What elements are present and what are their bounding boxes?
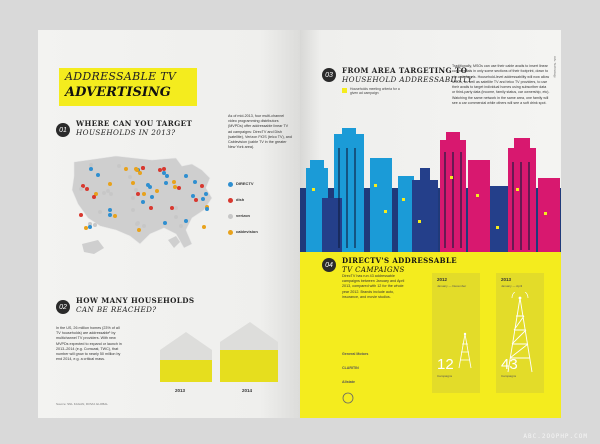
source-note: Source: SNL KAGAN, ROVIA GLOBAL [56,402,108,406]
section1-legend [38,30,300,270]
section2-body: In the US, 26 million homes (23% of all TV households) are addressable¹ by multichannel TV providers. With new MVPDs expected to expand or launch in 2013–2014 (e.g. Comcast, TWC), that number will grow to nearly 50 million by end 2014, e.g. a critical mass. [56,326,122,362]
legend-swatch [228,182,233,187]
households-house-chart [158,320,278,390]
stat-2012-unit: Campaigns [437,374,453,378]
legend-item [228,180,290,190]
legend-label: DIRECTV [236,181,254,186]
legend-swatch [228,214,233,219]
legend-label: verizon [236,213,251,218]
right-page [300,30,561,418]
legend-item [228,228,290,238]
watermark-text: ABC.2OOPHP.COM [523,433,588,440]
section3-legend-label: Households meeting criteria for a given ad campaign [350,87,400,96]
section4-title-line1: DIRECTV'S ADDRESSABLE [342,256,458,265]
section4-title-line2: TV CAMPAIGNS [342,266,405,274]
section2-number: 02 [56,300,70,314]
city-skyline-illustration [300,128,561,254]
section1-title-line1: WHERE CAN YOU TARGET [76,119,193,128]
section4-number: 04 [322,258,336,272]
section1-number: 01 [56,123,70,137]
stat-2013-value: 43 [501,356,518,373]
kicker-line2: ADVERTISING [65,85,171,100]
section1-body: As of mid-2013, four multi-channel video programming distributors (MVPDs) offer addressable linear TV ad campaigns: DirecTV and Dish (satellite), Verizon FiOS (telco TV), and Cablevision (cable TV in the greater New York area). [228,114,292,150]
small-antenna-tower-icon [455,330,475,370]
stat-2013-unit: Campaigns [501,374,517,378]
legend-label: dish [236,197,245,202]
brand-allstate: Allstate [342,380,355,384]
section4-body: DirecTV has run 43 addressable campaigns between January and April 2013, compared with 12 for the whole year 2012. Brands include auto, insurance, and movie studios. [342,274,405,299]
section2-title-line2: CAN BE REACHED? [76,305,157,314]
year-label-2014: 2014 [242,388,253,393]
left-page [38,30,300,418]
year-label-2013: 2013 [175,388,186,393]
legend-item [228,196,290,206]
legend-swatch-yellow [342,88,347,93]
section1-title-line2: HOUSEHOLDS IN 2013? [76,128,176,137]
brand-general-motors: General Motors [342,352,369,356]
brand-claritin: CLARITIN [342,366,359,370]
section3-body: Traditionally, MSOs can use their cable avails to insert linear commercials in only some sections of their footprint, down to zip code levels. Household-level addressability will now allow MSOs, as well as satellite TV and telco TV providers, to use their avails to target individual homes using subscriber data or third-party data (income, family status, car ownership, etc). Watching the same network in the same area, one family will see a car commercial while others will see a soft drink spot. [452,64,550,106]
legend-item [228,212,290,222]
legend-swatch [228,198,233,203]
stat-2012-label: January — December [437,284,467,288]
section2-title [76,296,194,314]
large-antenna-tower-icon [500,292,540,374]
side-tab-label: Adv. Technology [553,56,557,78]
stat-2013-year: 2013 [501,277,512,282]
kicker-line1: ADDRESSABLE TV [65,70,177,83]
section2-title-line1: HOW MANY HOUSEHOLDS [76,296,195,305]
stat-2012-year: 2012 [437,277,448,282]
legend-label: cablevision [236,229,258,234]
magazine-spread [38,30,561,418]
stat-2013-label: January — April [501,284,523,288]
stat-2012-value: 12 [437,356,454,373]
section3-number: 03 [322,68,336,82]
section3-title-line2: HOUSEHOLD ADDRESSABILITY [342,75,473,84]
section3-title-line1: FROM AREA TARGETING TO [342,66,468,75]
vw-logo-icon [342,392,354,404]
legend-swatch [228,230,233,235]
